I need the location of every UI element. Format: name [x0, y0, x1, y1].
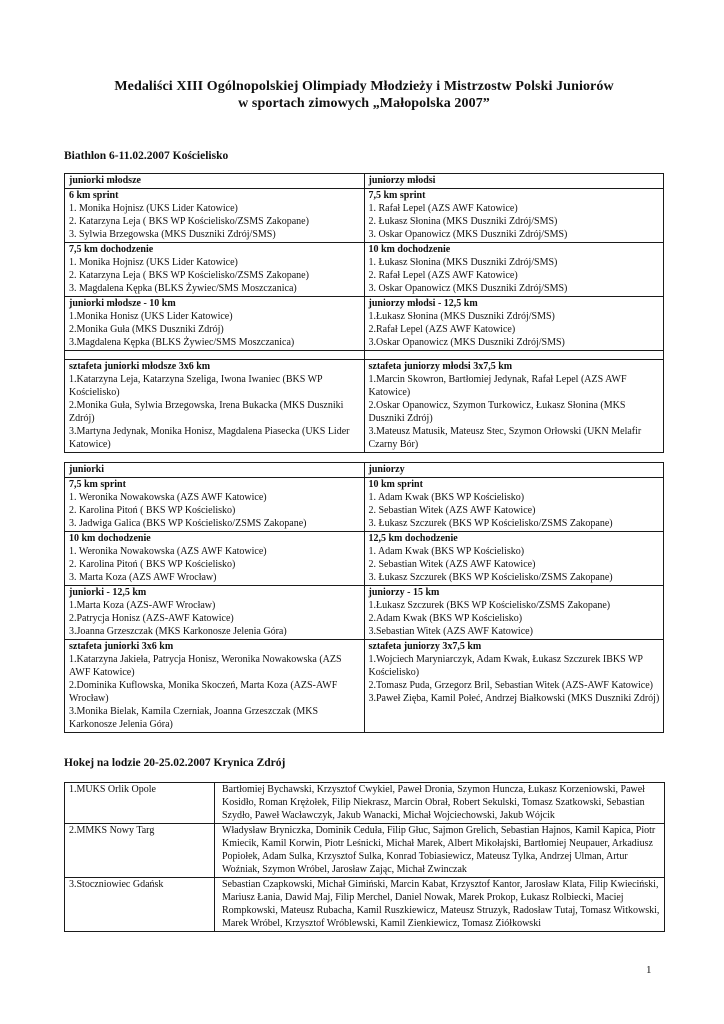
medalist-line: 3.Monika Bielak, Kamila Czerniak, Joanna Grzeszczak (MKS Karkonosze Jelenia Góra): [69, 706, 319, 730]
event-row: [65, 640, 664, 733]
event-results-cell: [65, 243, 365, 297]
medalist-line: 1. Monika Hojnisz (UKS Lider Katowice): [69, 203, 238, 214]
medalist-line: 3.Paweł Zięba, Kamil Połeć, Andrzej Białkowski (MKS Duszniki Zdrój): [368, 693, 660, 704]
medalist-line: 3. Oskar Opanowicz (MKS Duszniki Zdrój/SMS): [368, 229, 568, 240]
event-name: juniorki młodsze - 10 km: [69, 298, 176, 309]
biathlon-results: [64, 173, 664, 733]
event-results-cell: [364, 478, 664, 532]
medalist-line: 1. Rafał Lepel (AZS AWF Katowice): [368, 203, 518, 214]
medalist-line: 2. Karolina Pitoń ( BKS WP Kościelisko): [69, 505, 236, 516]
medalist-line: 2. Sebastian Witek (AZS AWF Katowice): [368, 559, 536, 570]
event-name: 7,5 km sprint: [69, 479, 126, 490]
medalist-line: 2. Łukasz Słonina (MKS Duszniki Zdrój/SMS): [368, 216, 558, 227]
team-row: [65, 878, 665, 932]
category-header-cell: juniorki młodsze: [65, 174, 365, 189]
medalist-line: 3. Marta Koza (AZS AWF Wrocław): [69, 572, 217, 583]
event-row: [65, 586, 664, 640]
hokej-results-table: [64, 782, 665, 932]
medalist-line: 1. Adam Kwak (BKS WP Kościelisko): [368, 546, 525, 557]
medalist-line: 2. Sebastian Witek (AZS AWF Katowice): [368, 505, 536, 516]
medalist-line: 3.Martyna Jedynak, Monika Honisz, Magdalena Piasecka (UKS Lider Katowice): [69, 426, 350, 450]
document-title-line1: Medaliści XIII Ogólnopolskiej Olimpiady Młodzieży i Mistrzostw Polski Juniorów: [114, 79, 614, 94]
document-title-line2: w sportach zimowych „Małopolska 2007”: [238, 96, 490, 111]
event-name: juniorzy - 15 km: [368, 587, 440, 598]
medalist-line: 3. Jadwiga Galica (BKS WP Kościelisko/ZSMS Zakopane): [69, 518, 307, 529]
document-title: [64, 78, 664, 112]
medalist-line: 2.Rafał Lepel (AZS AWF Katowice): [368, 324, 516, 335]
event-name: sztafeta juniorzy 3x7,5 km: [368, 641, 482, 652]
medalist-line: 1. Łukasz Słonina (MKS Duszniki Zdrój/SMS): [368, 257, 558, 268]
team-name-cell: 3.Stoczniowiec Gdańsk: [65, 878, 215, 932]
medalist-line: 1. Monika Hojnisz (UKS Lider Katowice): [69, 257, 238, 268]
event-results-cell: [364, 243, 664, 297]
team-name-cell: 2.MMKS Nowy Targ: [65, 824, 215, 878]
event-name: 6 km sprint: [69, 190, 119, 201]
medalist-line: 2.Dominika Kuflowska, Monika Skoczeń, Marta Koza (AZS-AWF Wrocław): [69, 680, 338, 704]
medalist-line: 3. Łukasz Szczurek (BKS WP Kościelisko/ZSMS Zakopane): [368, 518, 613, 529]
medalist-line: 1. Adam Kwak (BKS WP Kościelisko): [368, 492, 525, 503]
medalist-line: 1.Monika Honisz (UKS Lider Katowice): [69, 311, 233, 322]
event-name: sztafeta juniorki młodsze 3x6 km: [69, 361, 211, 372]
event-results-cell: [65, 586, 365, 640]
event-results-cell: [364, 532, 664, 586]
category-header-row: [65, 463, 664, 478]
event-row: [65, 243, 664, 297]
medalist-line: 1. Weronika Nowakowska (AZS AWF Katowice): [69, 492, 267, 503]
event-row: [65, 532, 664, 586]
event-name: 10 km dochodzenie: [368, 244, 451, 255]
spacer-row: [65, 351, 664, 360]
category-header-cell: juniorki: [65, 463, 365, 478]
category-header-cell: juniorzy: [364, 463, 664, 478]
category-header-cell: juniorzy młodsi: [364, 174, 664, 189]
event-results-cell: [364, 297, 664, 351]
event-name: 10 km dochodzenie: [69, 533, 151, 544]
medalist-line: 3.Magdalena Kępka (BLKS Żywiec/SMS Moszczanica): [69, 337, 295, 348]
medalist-line: 3.Oskar Opanowicz (MKS Duszniki Zdrój/SMS): [368, 337, 565, 348]
medalist-line: 2.Monika Guła, Sylwia Brzegowska, Irena Bukacka (MKS Duszniki Zdrój): [69, 400, 344, 424]
team-players-cell: Władysław Bryniczka, Dominik Ceduła, Filip Głuc, Sajmon Grelich, Sebastian Hajnos, Kamil Kapica, Piotr Kmiecik, Kamil Korwin, Piotr Leśnicki, Michał Marek, Albert Mikołajski, Bartłomiej Neupauer, Arkadiusz Popiołek, Adam Sulka, Krzysztof Sulka, Konrad Tobiasiewicz, Mateusz Tylka, Andrzej Ulman, Artur Woźniak, Szymon Wróbel, Jarosław Zając, Michał Zwinczak: [215, 824, 665, 878]
medalist-line: 1. Weronika Nowakowska (AZS AWF Katowice): [69, 546, 267, 557]
section-heading-hokej: Hokej na lodzie 20-25.02.2007 Krynica Zdrój: [64, 757, 286, 769]
team-row: [65, 783, 665, 824]
event-results-cell: [364, 360, 664, 453]
medalist-line: 1.Marcin Skowron, Bartłomiej Jedynak, Rafał Lepel (AZS AWF Katowice): [368, 374, 627, 398]
medalist-line: 2.Tomasz Puda, Grzegorz Bril, Sebastian Witek (AZS-AWF Katowice): [368, 680, 654, 691]
event-name: sztafeta juniorzy młodsi 3x7,5 km: [368, 361, 513, 372]
medalist-line: 2.Patrycja Honisz (AZS-AWF Katowice): [69, 613, 234, 624]
medalist-line: 3.Joanna Grzeszczak (MKS Karkonosze Jelenia Góra): [69, 626, 287, 637]
event-results-cell: [364, 586, 664, 640]
page-number: 1: [646, 964, 652, 976]
event-results-cell: [65, 360, 365, 453]
medalist-line: 3.Mateusz Matusik, Mateusz Stec, Szymon Orłowski (UKN Melafir Czarny Bór): [368, 426, 642, 450]
event-name: 10 km sprint: [368, 479, 423, 490]
event-results-cell: [65, 297, 365, 351]
event-name: 12,5 km dochodzenie: [368, 533, 458, 544]
spacer-cell: [364, 351, 664, 360]
section-heading-biathlon: Biathlon 6-11.02.2007 Kościelisko: [64, 150, 229, 162]
medalist-line: 2. Katarzyna Leja ( BKS WP Kościelisko/ZSMS Zakopane): [69, 216, 309, 227]
medalist-line: 3. Łukasz Szczurek (BKS WP Kościelisko/ZSMS Zakopane): [368, 572, 613, 583]
medalist-line: 2.Oskar Opanowicz, Szymon Turkowicz, Łukasz Słonina (MKS Duszniki Zdrój): [368, 400, 626, 424]
medalist-line: 1.Katarzyna Jakieła, Patrycja Honisz, Weronika Nowakowska (AZS AWF Katowice): [69, 654, 342, 678]
spacer-cell: [65, 351, 365, 360]
medalist-line: 3.Sebastian Witek (AZS AWF Katowice): [368, 626, 533, 637]
event-results-cell: [65, 478, 365, 532]
event-results-cell: [65, 189, 365, 243]
biathlon-table-2: [64, 462, 664, 733]
medalist-line: 3. Magdalena Kępka (BLKS Żywiec/SMS Moszczanica): [69, 283, 297, 294]
medalist-line: 2.Adam Kwak (BKS WP Kościelisko): [368, 613, 523, 624]
medalist-line: 2.Monika Guła (MKS Duszniki Zdrój): [69, 324, 224, 335]
event-name: 7,5 km sprint: [368, 190, 426, 201]
event-name: sztafeta juniorki 3x6 km: [69, 641, 174, 652]
event-name: juniorzy młodsi - 12,5 km: [368, 298, 478, 309]
medalist-line: 1.Łukasz Słonina (MKS Duszniki Zdrój/SMS): [368, 311, 555, 322]
event-results-cell: [65, 640, 365, 733]
medalist-line: 3. Sylwia Brzegowska (MKS Duszniki Zdrój/SMS): [69, 229, 276, 240]
event-row: [65, 297, 664, 351]
medalist-line: 3. Oskar Opanowicz (MKS Duszniki Zdrój/SMS): [368, 283, 568, 294]
category-header-row: [65, 174, 664, 189]
team-players-cell: Bartłomiej Bychawski, Krzysztof Cwykiel, Paweł Dronia, Szymon Huncza, Łukasz Korzeniowski, Paweł Kosidło, Roman Krężołek, Filip Niekrasz, Marcin Obrał, Robert Sekulski, Tomasz Szatkowski, Sebastian Szydło, Paweł Wacławczyk, Jakub Wanacki, Michał Wojciechowski, Jakub Wójcik: [215, 783, 665, 824]
medalist-line: 2. Rafał Lepel (AZS AWF Katowice): [368, 270, 518, 281]
medalist-line: 1.Łukasz Szczurek (BKS WP Kościelisko/ZSMS Zakopane): [368, 600, 611, 611]
biathlon-table-1: [64, 173, 664, 453]
event-row: [65, 189, 664, 243]
event-results-cell: [364, 189, 664, 243]
medalist-line: 2. Karolina Pitoń ( BKS WP Kościelisko): [69, 559, 236, 570]
medalist-line: 2. Katarzyna Leja ( BKS WP Kościelisko/ZSMS Zakopane): [69, 270, 309, 281]
event-row: [65, 478, 664, 532]
medalist-line: 1.Wojciech Maryniarczyk, Adam Kwak, Łukasz Szczurek IBKS WP Kościelisko): [368, 654, 643, 678]
team-row: [65, 824, 665, 878]
event-results-cell: [364, 640, 664, 733]
event-row: [65, 360, 664, 453]
event-results-cell: [65, 532, 365, 586]
medalist-line: 1.Katarzyna Leja, Katarzyna Szeliga, Iwona Iwaniec (BKS WP Kościelisko): [69, 374, 323, 398]
team-name-cell: 1.MUKS Orlik Opole: [65, 783, 215, 824]
medalist-line: 1.Marta Koza (AZS-AWF Wrocław): [69, 600, 216, 611]
event-name: juniorki - 12,5 km: [69, 587, 147, 598]
team-players-cell: Sebastian Czapkowski, Michał Gimiński, Marcin Kabat, Krzysztof Kantor, Jarosław Klata, Filip Kwieciński, Mariusz Łania, Dawid Maj, Filip Merchel, Daniel Nowak, Marek Prokop, Łukasz Rolbiecki, Maciej Rompkowski, Mateusz Rubacha, Kamil Ruszkiewicz, Mateusz Struzyk, Radosław Tutaj, Tomasz Witkowski, Marek Wróbel, Krzysztof Wróblewski, Kamil Zienkiewicz, Tomasz Ziółkowski: [215, 878, 665, 932]
event-name: 7,5 km dochodzenie: [69, 244, 154, 255]
